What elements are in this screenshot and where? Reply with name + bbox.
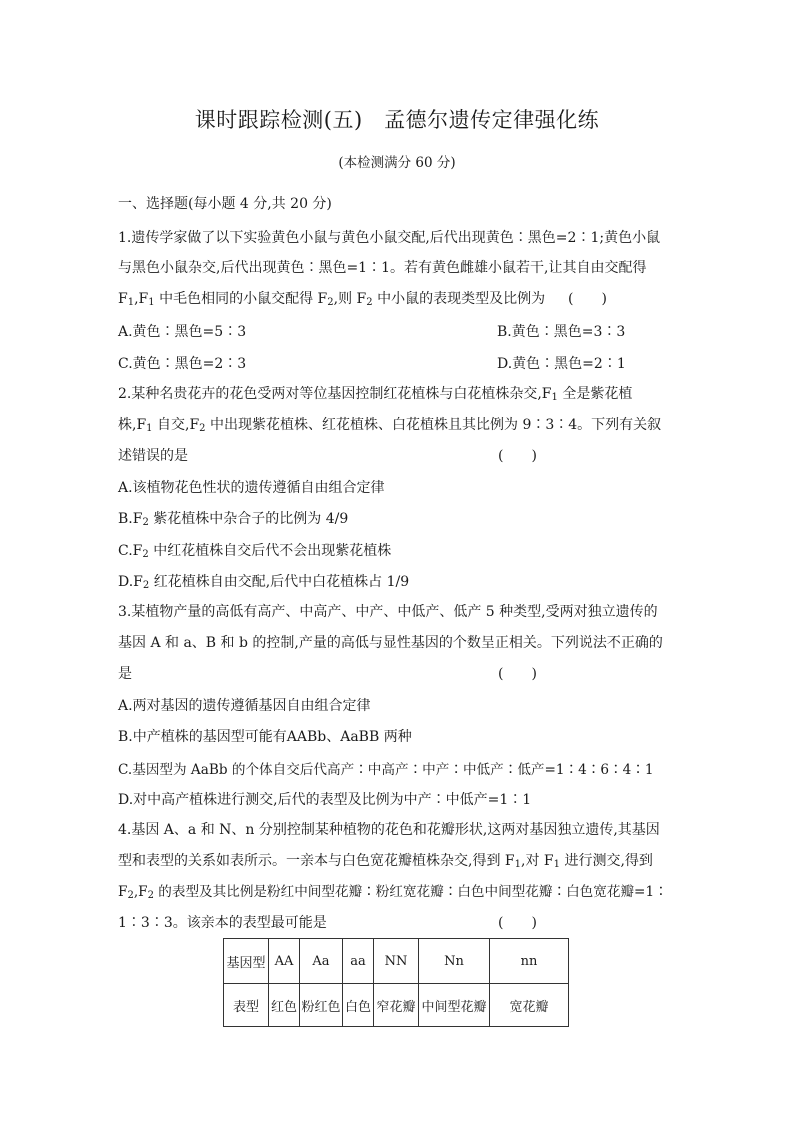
table-row (224, 939, 569, 984)
q2-option-d: $D.F_2$ 红花植株自由交配,后代中白花植株占 1/9 (118, 574, 410, 591)
q1-option-c: C.黄色∶黑色=2∶3 (118, 356, 247, 372)
q3-option-d: D.对中高产植株进行测交,后代的表型及比例为中产∶中低产=1∶1 (118, 792, 532, 808)
table-cell: 表型 (224, 984, 269, 1027)
q1-option-a: A.黄色∶黑色=5∶3 (118, 324, 247, 340)
q3-line-1: 3.某植物产量的高低有高产、中高产、中产、中低产、低产 5 种类型,受两对独立遗传的 (118, 604, 658, 620)
q3-answer-blank: ( ) (498, 666, 537, 682)
q4-line-4: 1∶3∶3。该亲本的表型最可能是 ( ) (118, 915, 537, 931)
q1-option-d: D.黄色∶黑色=2∶1 (497, 356, 626, 372)
table-cell: Nn (419, 939, 490, 984)
q3-line-2: 基因 A 和 a、B 和 b 的控制,产量的高低与显性基因的个数呈正相关。下列说法不正确的 (118, 635, 663, 651)
page-title: 课时跟踪检测(五) 孟德尔遗传定律强化练 (194, 108, 600, 132)
table-row (224, 984, 569, 1027)
q4-answer-blank: ( ) (498, 915, 537, 931)
q3-line-3: 是 ( ) (118, 666, 537, 682)
table-cell: 窄花瓣 (374, 984, 419, 1027)
q3-option-c: C.基因型为 AaBb 的个体自交后代高产∶中高产∶中产∶中低产∶低产=1∶4∶6∶4∶1 (118, 762, 654, 778)
q2-line-2: 株$,F_1$ 自交$,F_2$ 中出现紫花植株、红花植株、白花植株且其比例为 9∶3∶4。下列有关叙 (118, 417, 662, 434)
table-cell: aa (343, 939, 374, 984)
table-cell: 白色 (343, 984, 374, 1027)
table-cell: NN (374, 939, 419, 984)
q1-option-b: B.黄色∶黑色=3∶3 (497, 324, 626, 340)
page-subtitle: (本检测满分 60 分) (338, 155, 456, 171)
q4-line-1: 4.基因 A、a 和 N、n 分别控制某种植物的花色和花瓣形状,这两对基因独立遗传,其基因 (118, 822, 660, 838)
table-cell: 宽花瓣 (490, 984, 569, 1027)
q4-line-2: 型和表型的关系如表所示。一亲本与白色宽花瓣植株杂交,得到 $F_1$,对 $F_1$ 进行测交,得到 (118, 853, 653, 870)
q1-line-2: 与黑色小鼠杂交,后代出现黄色∶黑色=1∶1。若有黄色雌雄小鼠若干,让其自由交配得 (118, 260, 647, 276)
q4-line-3: $F_2,F_2$ 的表型及其比例是粉红中间型花瓣∶粉红宽花瓣∶白色中间型花瓣∶白色宽花瓣=1∶ (118, 884, 668, 901)
table-cell: AA (269, 939, 300, 984)
q2-line-3: 述错误的是 ( ) (118, 448, 537, 464)
table-cell: 中间型花瓣 (419, 984, 490, 1027)
section-heading: 一、选择题(每小题 4 分,共 20 分) (118, 196, 332, 212)
q2-option-b: $B.F_2$ 紫花植株中杂合子的比例为 4/9 (118, 511, 349, 528)
table-cell: 粉红色 (300, 984, 343, 1027)
table-cell: nn (490, 939, 569, 984)
table-cell: 红色 (269, 984, 300, 1027)
q1-line-3: $F_1,F_1$ 中毛色相同的小鼠交配得 $F_2$,则 $F_2$ 中小鼠的表现类型及比例为 ( ) (118, 291, 607, 308)
q2-option-c: $C.F_2$ 中红花植株自交后代不会出现紫花植株 (118, 543, 392, 560)
q3-option-a: A.两对基因的遗传遵循基因自由组合定律 (118, 698, 371, 714)
genotype-phenotype-table (223, 938, 569, 1027)
table-cell: 基因型 (224, 939, 269, 984)
q3-option-b: B.中产植株的基因型可能有AABb、AaBB 两种 (118, 729, 412, 745)
q2-answer-blank: ( ) (498, 448, 537, 464)
table-cell: Aa (300, 939, 343, 984)
q1-line-1: 1.遗传学家做了以下实验黄色小鼠与黄色小鼠交配,后代出现黄色∶黑色=2∶1;黄色小鼠 (118, 230, 661, 246)
q2-line-1: 2.某种名贵花卉的花色受两对等位基因控制红花植株与白花植株杂交$,F_1$ 全是紫花植 (118, 386, 633, 403)
q2-option-a: A.该植物花色性状的遗传遵循自由组合定律 (118, 480, 385, 496)
q1-answer-blank: ( ) (568, 291, 607, 307)
